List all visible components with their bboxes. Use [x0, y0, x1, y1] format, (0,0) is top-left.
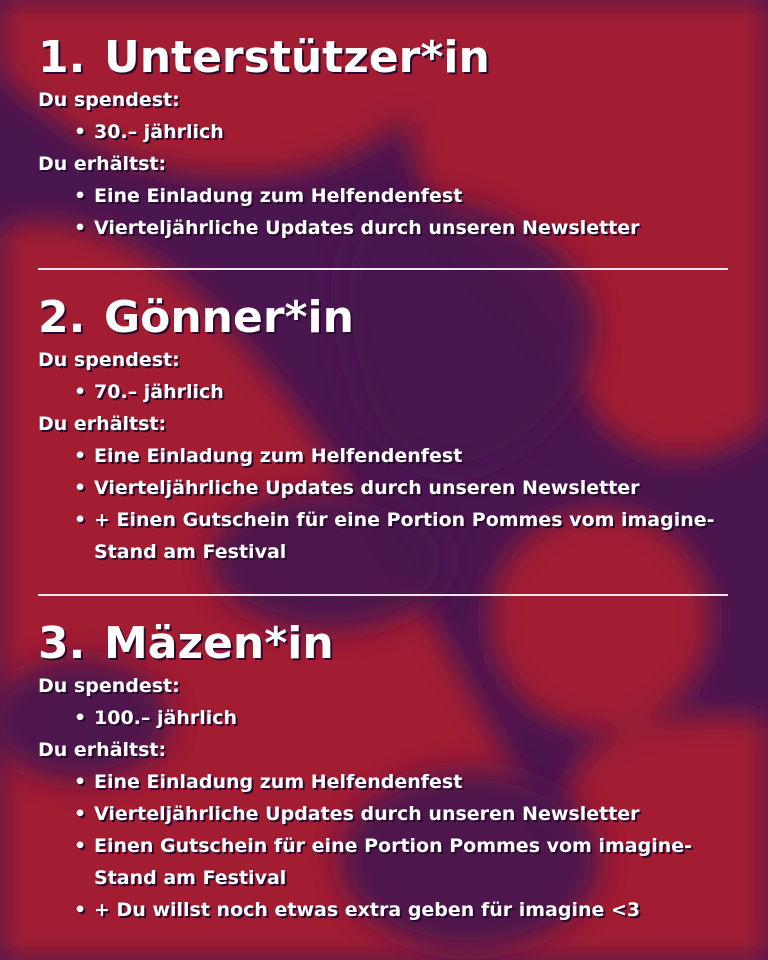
tier-2-name: Gönner*in [104, 292, 354, 343]
list-item: • Vierteljährliche Updates durch unseren Newsletter [74, 472, 730, 504]
tier-1-title [38, 32, 730, 84]
list-item: • 70.– jährlich [74, 376, 730, 408]
list-item: • 100.– jährlich [74, 702, 730, 734]
tier-3-receive-label: Du erhältst: [38, 739, 167, 761]
tier-2-number: 2. [38, 292, 86, 343]
tier-2-donate-list [38, 376, 730, 408]
list-item: • + Du willst noch etwas extra geben für imagine <3 [74, 894, 730, 926]
tier-1-donate-label: Du spendest: [38, 89, 180, 111]
tier-1-number: 1. [38, 32, 86, 83]
list-item: • Vierteljährliche Updates durch unseren Newsletter [74, 798, 730, 830]
tier-2-donate-label: Du spendest: [38, 349, 180, 371]
tier-2-title [38, 292, 730, 344]
section-divider [38, 594, 728, 596]
section-divider [38, 268, 728, 270]
list-item: • Einen Gutschein für eine Portion Pommes vom imagine-Stand am Festival [74, 830, 730, 894]
tier-1-receive-list [38, 180, 730, 244]
tier-1-name: Unterstützer*in [104, 32, 490, 83]
list-item: • Eine Einladung zum Helfendenfest [74, 766, 730, 798]
list-item: • Eine Einladung zum Helfendenfest [74, 180, 730, 212]
tier-3-title [38, 618, 730, 670]
tier-1-section [38, 32, 730, 244]
tier-2-section [38, 292, 730, 568]
tier-3-name: Mäzen*in [104, 618, 334, 669]
list-item: • + Einen Gutschein für eine Portion Pommes vom imagine-Stand am Festival [74, 504, 730, 568]
list-item: • Eine Einladung zum Helfendenfest [74, 440, 730, 472]
tier-2-receive-label: Du erhältst: [38, 413, 167, 435]
tier-3-donate-label: Du spendest: [38, 675, 180, 697]
tier-2-receive-list [38, 440, 730, 568]
tier-3-donate-list [38, 702, 730, 734]
tier-1-receive-label: Du erhältst: [38, 153, 167, 175]
tier-3-number: 3. [38, 618, 86, 669]
list-item: • Vierteljährliche Updates durch unseren Newsletter [74, 212, 730, 244]
tier-1-donate-list [38, 116, 730, 148]
tier-3-section [38, 618, 730, 926]
list-item: • 30.– jährlich [74, 116, 730, 148]
tier-3-receive-list [38, 766, 730, 926]
